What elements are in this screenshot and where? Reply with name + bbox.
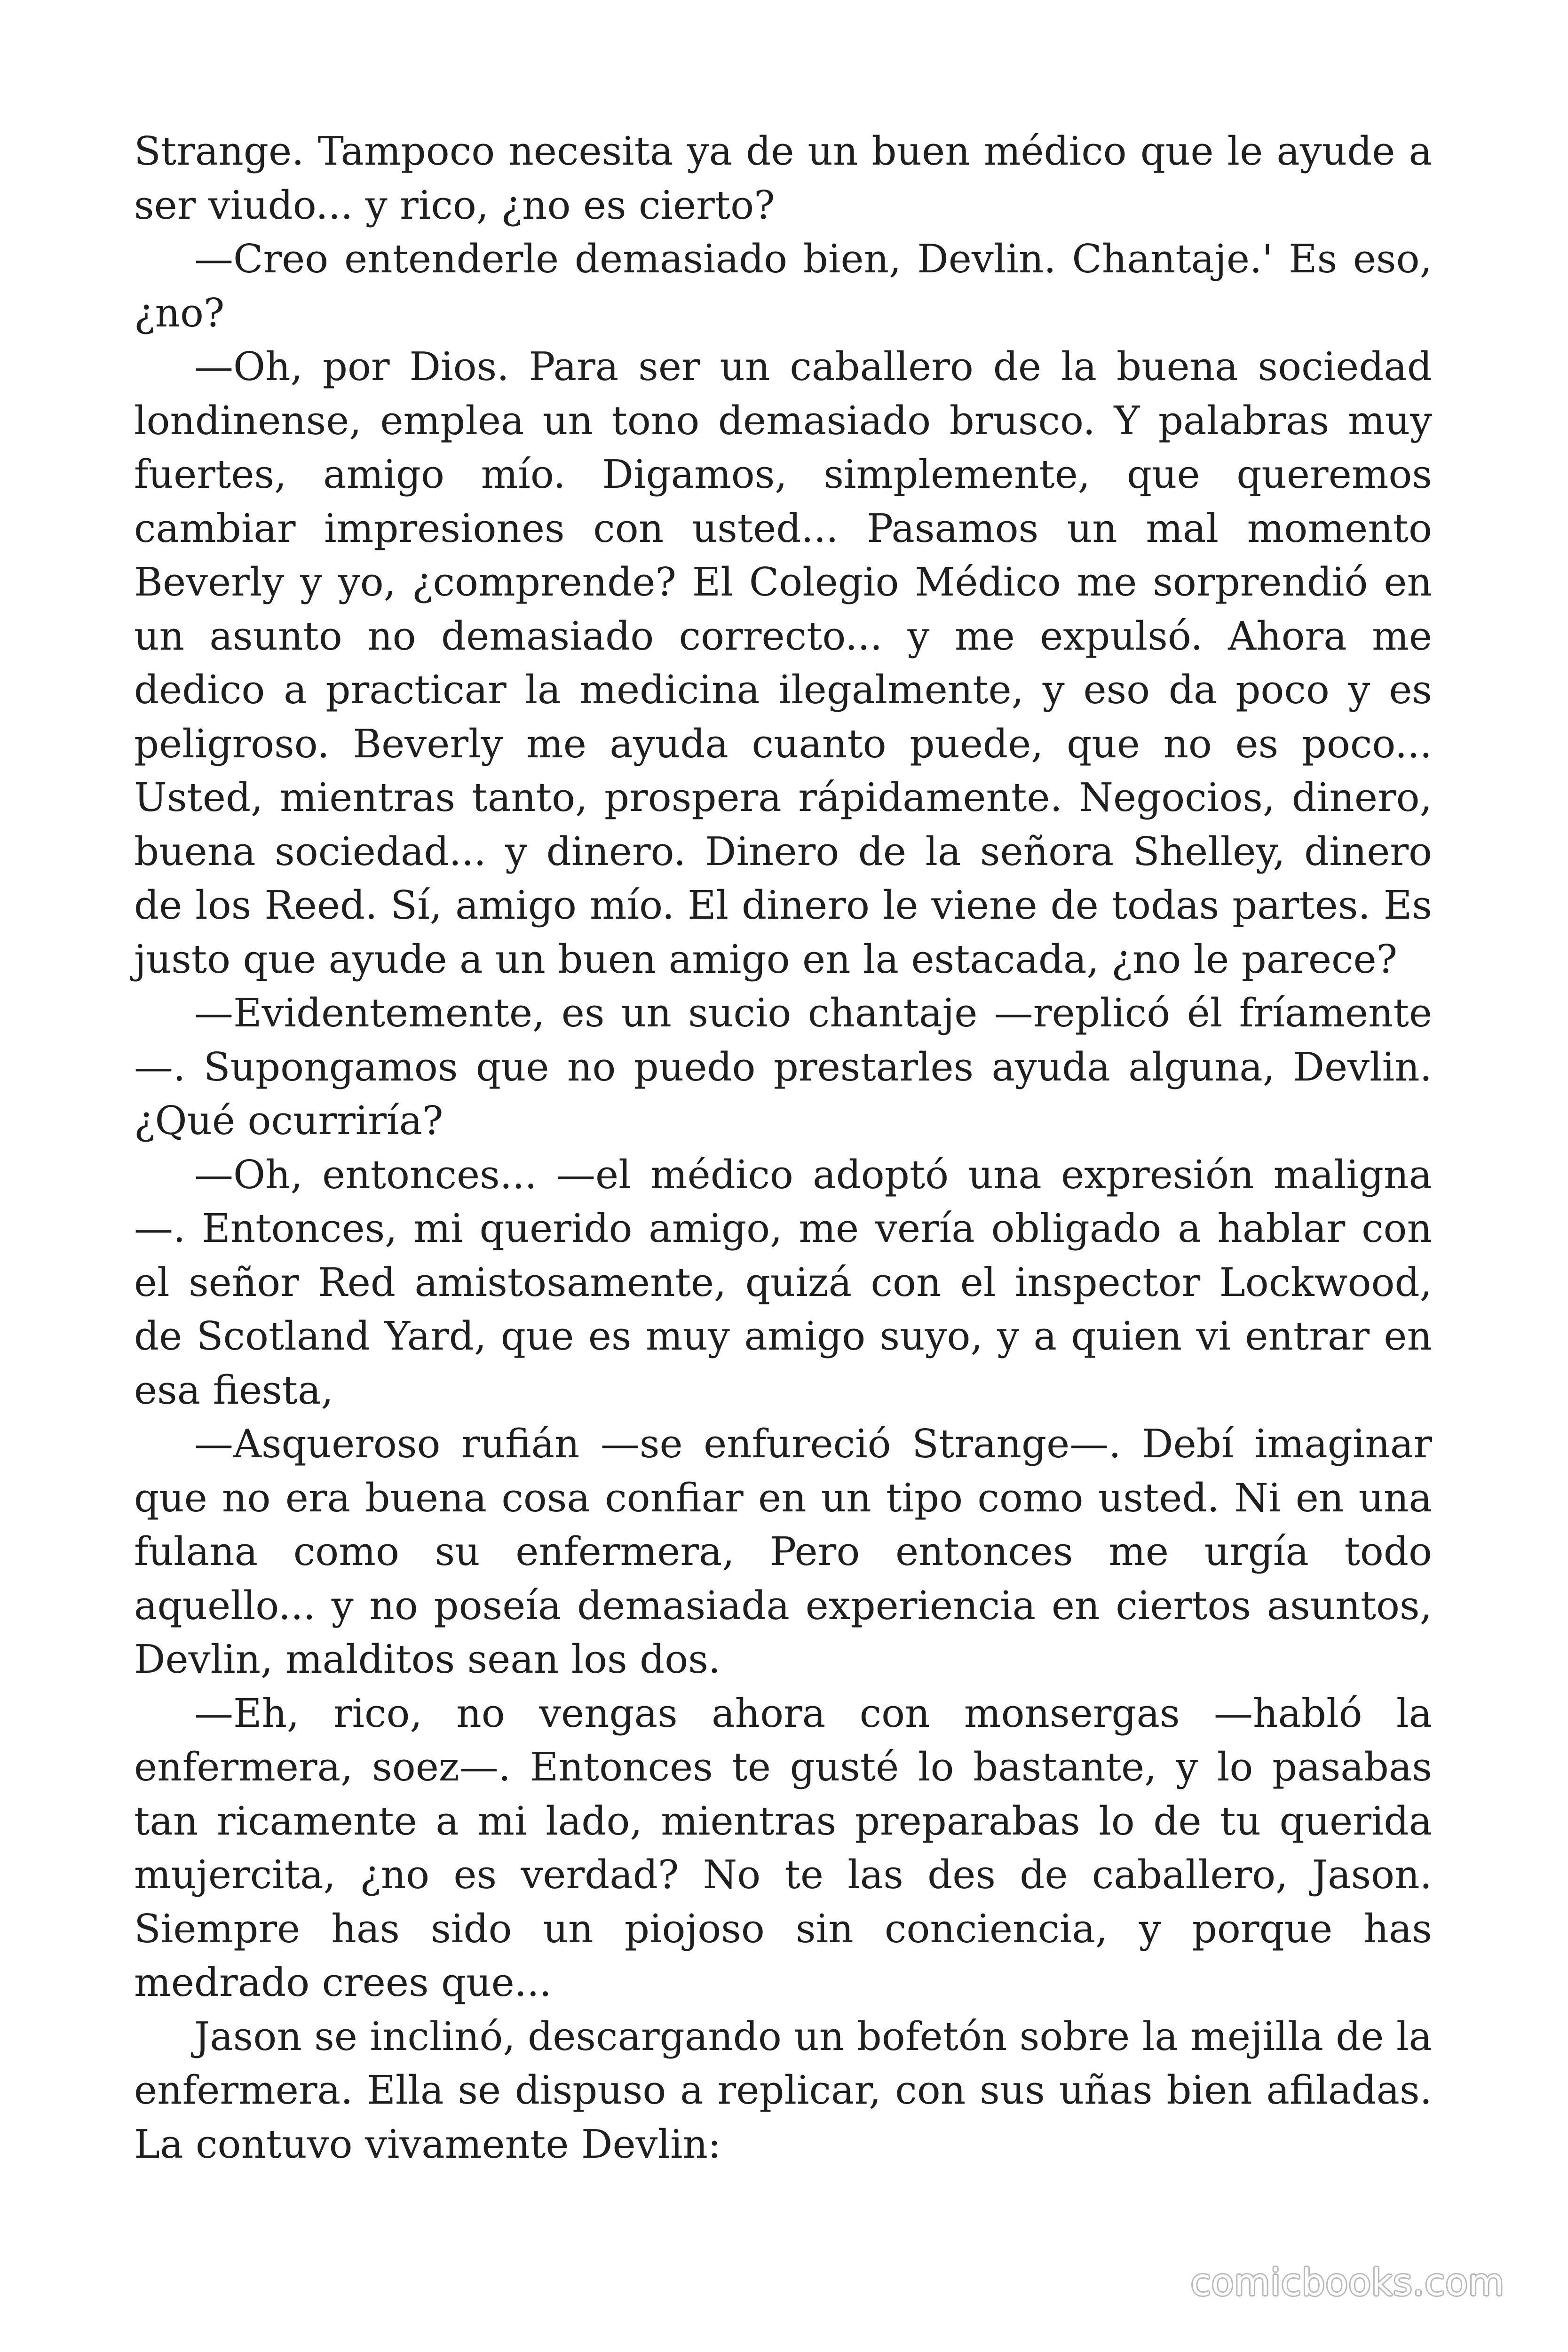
paragraph: —Asqueroso rufián —se enfureció Strange—. Debí imaginar que no era buena cosa confiar en un tipo como usted. Ni en una fulana como su enfermera, Pero entonces me urgía todo aquello... y no poseía demasiada experiencia en ciertos asuntos, Devlin, malditos sean los dos. bbox=[134, 1421, 1432, 1682]
paragraph: —Oh, entonces... —el médico adoptó una expresión maligna—. Entonces, mi querido amigo, me vería obligado a hablar con el señor Red amistosamente, quizá con el inspector Lockwood, de Scotland Yard, que es muy amigo suyo, y a quien vi entrar en esa fiesta, bbox=[134, 1152, 1432, 1413]
paragraph: Strange. Tampoco necesita ya de un buen médico que le ayude a ser viudo... y rico, ¿no es cierto? bbox=[134, 128, 1432, 228]
page-text bbox=[134, 125, 1432, 2171]
paragraph: —Creo entenderle demasiado bien, Devlin. Chantaje.' Es eso, ¿no? bbox=[134, 236, 1432, 336]
paragraph: —Evidentemente, es un sucio chantaje —replicó él fríamente—. Supongamos que no puedo prestarles ayuda alguna, Devlin. ¿Qué ocurriría? bbox=[134, 990, 1432, 1144]
paragraph: Jason se inclinó, descargando un bofetón sobre la mejilla de la enfermera. Ella se dispuso a replicar, con sus uñas bien afiladas. La contuvo vivamente Devlin: bbox=[134, 2013, 1432, 2167]
paragraph: —Oh, por Dios. Para ser un caballero de la buena sociedad londinense, emplea un tono demasiado brusco. Y palabras muy fuertes, amigo mío. Digamos, simplemente, que queremos cambiar impresiones con usted... Pasamos un mal momento Beverly y yo, ¿comprende? El Colegio Médico me sorprendió en un asunto no demasiado correcto... y me expulsó. Ahora me dedico a practicar la medicina ilegalmente, y eso da poco y es peligroso. Beverly me ayuda cuanto puede, que no es poco... Usted, mientras tanto, prospera rápidamente. Negocios, dinero, buena sociedad... y dinero. Dinero de la señora Shelley, dinero de los Reed. Sí, amigo mío. El dinero le viene de todas partes. Es justo que ayude a un buen amigo en la estacada, ¿no le parece? bbox=[134, 344, 1432, 982]
paragraph: —Eh, rico, no vengas ahora con monsergas —habló la enfermera, soez—. Entonces te gusté lo bastante, y lo pasabas tan ricamente a mi lado, mientras preparabas lo de tu querida mujercita, ¿no es verdad? No te las des de caballero, Jason. Siempre has sido un piojoso sin conciencia, y porque has medrado crees que... bbox=[134, 1690, 1432, 2005]
watermark: comicbooks.com bbox=[1190, 2262, 1505, 2304]
